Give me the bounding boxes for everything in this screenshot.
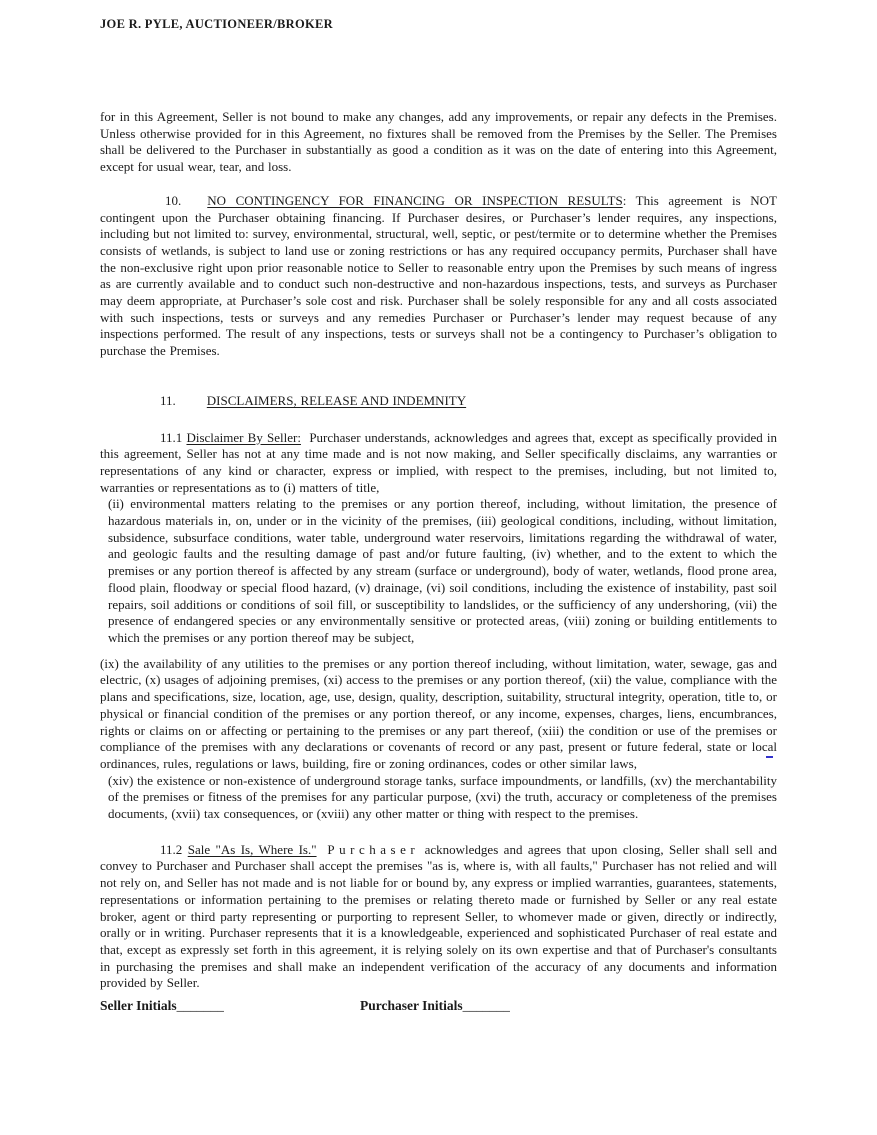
section-11-1-text-a: Purchaser understands, acknowledges and agrees that, except as specifically provided in this agreement, Seller has not at any time made and is not now making, and Seller specifically disclaims, any warranties or representations of any kind or character, express or implied, with respect to the premises, including, but not limited to, warranties or representations as to (i) matters of title,: [100, 429, 778, 495]
document-body: [100, 109, 777, 1014]
section-11-1-text-b: (ii) environmental matters relating to the premises or any portion thereof, including, without limitation, the presence of hazardous materials in, on, under or in the vicinity of the premises, (iii) geological conditions, including, without limitation, subsidence, subsurface conditions, water table, underground water reservoirs, limitations regarding the withdrawal of water, and geologic faults and the resulting damage of past and/or future faulting, (iv) whether, and to the extent to which the premises or any portion thereof is affected by any stream (surface or underground), body of water, wetlands, flood prone area, flood plain, floodway or special flood hazard, (v) drainage, (vi) soil conditions, including the existence of instability, past soil repairs, soil additions or conditions of soil fill, or susceptibility to landslides, or the sufficiency of any undershoring, (vii) the presence of endangered species or any environmentally sensitive or protected areas, (viii) zoning or building entitlements to which the premises or any portion thereof may be subject,: [108, 496, 777, 645]
section-11-2-spaced-word: Purchaser: [327, 841, 420, 857]
section-11-2-paragraph: [100, 842, 777, 992]
document-header-title: JOE R. PYLE, AUCTIONEER/BROKER: [100, 17, 333, 31]
section-10-text: : This agreement is NOT contingent upon the Purchaser obtaining financing. If Purchaser desires, or Purchaser’s lender requires, any inspections, including but not limited to: survey, environmental, structural, well, septic, or pest/termite or to determine whether the Premises consists of wetlands, is subject to land use or zoning restrictions or has any required occupancy permits, Purchaser shall have the non-exclusive right upon prior reasonable notice to Seller to reasonable entry upon the Premises by such means of ingress as are currently available and to conduct such non-destructive and non-hazardous inspections, tests, and surveys as Purchaser may deem appropriate, at Purchaser’s sole cost and risk. Purchaser shall be solely responsible for any and all costs associated with such inspections, tests or surveys and any remedies Purchaser or Purchaser’s lender may request because of any inspections performed. The result of any inspections, tests or surveys shall not be a contingency to Purchaser’s obligation to purchase the Premises.: [100, 192, 778, 359]
section-10-paragraph: [100, 193, 777, 360]
section-10-heading: NO CONTINGENCY FOR FINANCING OR INSPECTION RESULTS: [207, 192, 623, 208]
section-11-1-number: 11.1: [160, 429, 183, 445]
tab-spacer: [181, 204, 207, 205]
purchaser-initials-block: [360, 998, 510, 1014]
tab-spacer: [176, 404, 207, 405]
section-11-heading: DISCLAIMERS, RELEASE AND INDEMNITY: [206, 392, 467, 408]
seller-initials-label: Seller Initials: [100, 998, 177, 1014]
purchaser-initials-field[interactable]: _______: [462, 998, 510, 1014]
purchaser-initials-label: Purchaser Initials: [360, 998, 463, 1014]
seller-initials-block: [100, 998, 360, 1014]
section-11-1-paragraph: [100, 430, 777, 497]
seller-initials-field[interactable]: _______: [176, 998, 224, 1014]
margin-annotation-dash: [766, 756, 773, 758]
paragraph-intro: for in this Agreement, Seller is not bound to make any changes, add any improvements, or repair any defects in the Premises. Unless otherwise provided for in this Agreement, no fixtures shall be removed from the Premises by the Seller. The Premises shall be delivered to the Purchaser in substantially as good a condition as it was on the date of entering into this Agreement, except for usual wear, tear, and loss.: [100, 109, 777, 175]
section-11-number: 11.: [160, 392, 176, 408]
section-11-2-text: acknowledges and agrees that upon closing, Seller shall sell and convey to Purchaser and Purchaser shall accept the premises "as is, where is, with all faults," Purchaser has not relied and will not rely on, and Seller has not made and is not liable for or bound by, any express or implied warranties, guarantees, statements, representations or information pertaining to the premises or relating thereto made or furnished by Seller or any real estate broker, agent or third party representing or purporting to represent Seller, to whomever made or given, directly or indirectly, orally or in writing. Purchaser represents that it is a knowledgeable, experienced and sophisticated Purchaser of real estate and that, except as expressly set forth in this agreement, it is relying solely on its own expertise and that of Purchaser's consultants in purchasing the premises and shall make an independent verification of the accuracy of any documents and information provided by Seller.: [100, 841, 778, 991]
section-11-heading-row: [100, 393, 777, 410]
section-11-1-text-d: (xiv) the existence or non-existence of underground storage tanks, surface impoundments, or landfills, (xv) the merchantability of the premises or fitness of the premises for any particular purpose, (xvi) the truth, accuracy or completeness of the premises documents, (xvii) tax consequences, or (xviii) any other matter or thing with respect to the premises.: [108, 772, 777, 822]
section-11-2-heading: Sale "As Is, Where Is.": [187, 841, 317, 857]
initials-row: [100, 998, 777, 1014]
section-11-1-text-c: (ix) the availability of any utilities to the premises or any portion thereof including, without limitation, water, sewage, gas and electric, (x) usages of adjoining premises, (xi) access to the premises or any portion thereof, (xii) the value, compliance with the plans and specifications, size, location, age, use, design, quality, description, suitability, structural integrity, operation, title to, or physical or financial condition of the premises or any portion thereof, or any income, expenses, charges, liens, encumbrances, rights or claims on or affecting or pertaining to the premises or any part thereof, (xiii) the condition or use of the premises or compliance of the premises with any declarations or covenants of record or any past, present or future federal, state or local ordinances, rules, regulations or laws, building, fire or zoning ordinances, codes or other similar laws,: [100, 655, 777, 771]
section-11-2-number: 11.2: [160, 841, 183, 857]
section-10-number: 10.: [165, 192, 182, 208]
section-11-1-heading: Disclaimer By Seller:: [186, 429, 301, 445]
